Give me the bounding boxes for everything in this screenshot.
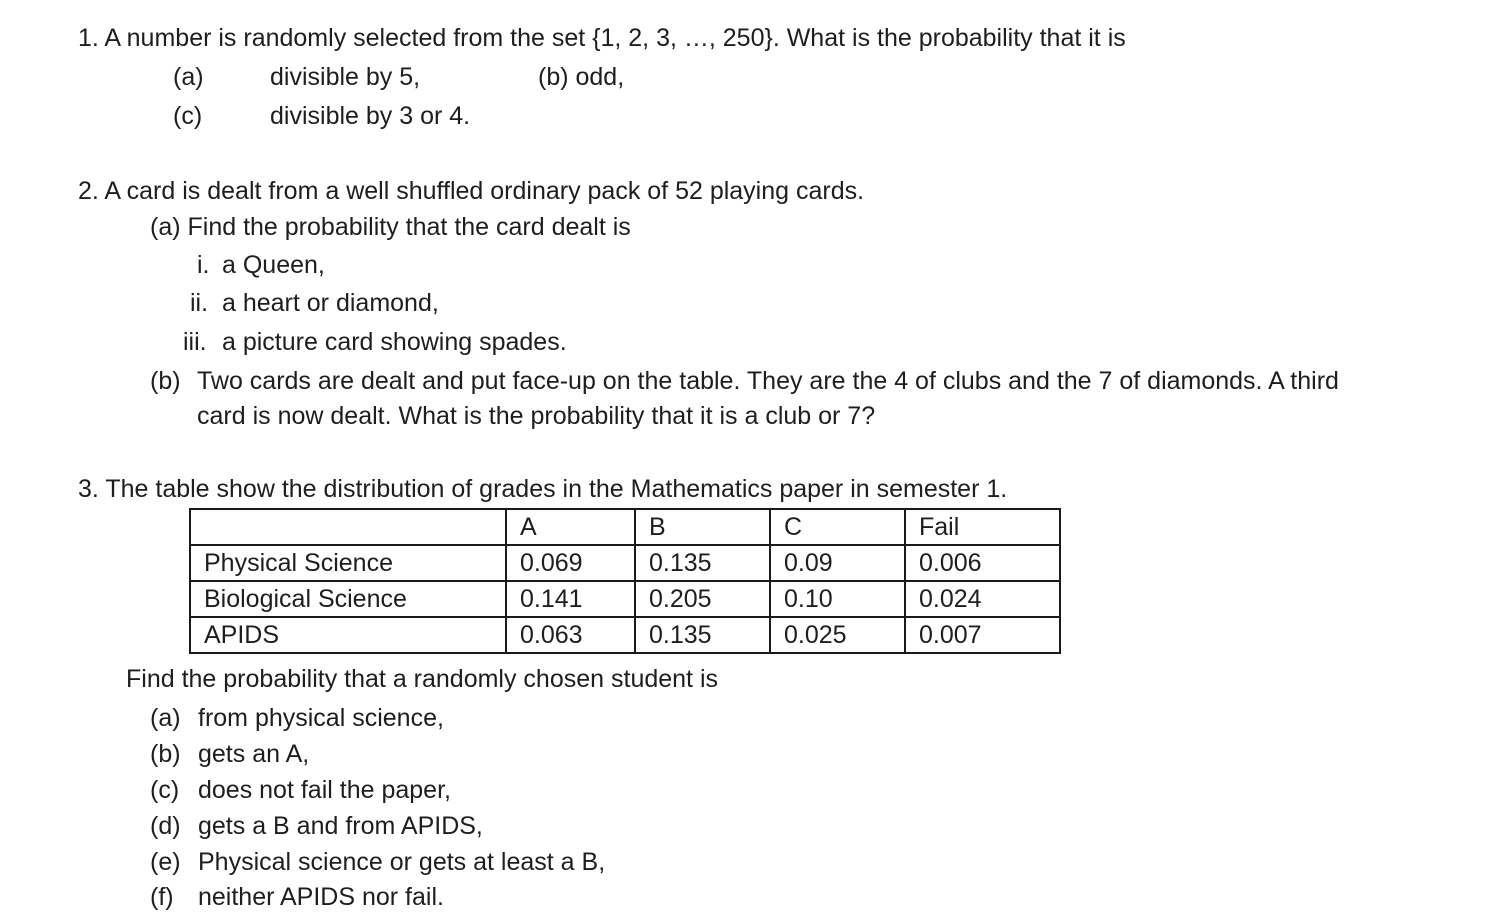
question-3-part-c-label: (c) <box>150 776 180 804</box>
table-header-row <box>190 509 1060 545</box>
question-3-part-b-label: (b) <box>150 740 181 768</box>
question-2-item-i-text: a Queen, <box>222 251 325 279</box>
question-3-part-a-label: (a) <box>150 704 181 732</box>
question-3-part-b-text: gets an A, <box>198 740 310 768</box>
table-header-cell <box>190 509 506 545</box>
question-3-part-c-text: does not fail the paper, <box>198 776 451 804</box>
table-row <box>190 617 1060 653</box>
question-3-part-d-text: gets a B and from APIDS, <box>198 812 483 840</box>
question-2-part-b-label: (b) <box>150 367 181 395</box>
question-2-stem: 2. A card is dealt from a well shuffled ordinary pack of 52 playing cards. <box>78 177 865 205</box>
question-2-item-i-label: i. <box>197 251 210 279</box>
table-row <box>190 581 1060 617</box>
table-cell: 0.10 <box>770 581 905 617</box>
grades-table <box>189 508 1061 654</box>
table-cell: 0.063 <box>506 617 635 653</box>
question-2-item-iii-label: iii. <box>183 328 207 356</box>
question-2-part-a-stem: (a) Find the probability that the card dealt is <box>150 213 631 241</box>
table-cell: 0.007 <box>905 617 1060 653</box>
table-cell: 0.135 <box>635 545 770 581</box>
table-cell: 0.09 <box>770 545 905 581</box>
question-1-part-c-text: divisible by 3 or 4. <box>270 102 471 130</box>
question-1-part-a-text: divisible by 5, <box>270 63 421 91</box>
question-3-part-f-text: neither APIDS nor fail. <box>198 883 444 911</box>
table-header-cell: Fail <box>905 509 1060 545</box>
table-row <box>190 545 1060 581</box>
table-header-cell: B <box>635 509 770 545</box>
question-2-part-b-line-2: card is now dealt. What is the probability that it is a club or 7? <box>197 402 876 430</box>
table-header-cell: C <box>770 509 905 545</box>
question-3-find: Find the probability that a randomly chosen student is <box>126 665 719 693</box>
question-1-part-b: (b) odd, <box>538 63 625 91</box>
question-2-part-b-line-1: Two cards are dealt and put face-up on the table. They are the 4 of clubs and the 7 of diamonds. A third <box>197 367 1339 395</box>
question-3-part-e-text: Physical science or gets at least a B, <box>198 848 606 876</box>
table-cell: Physical Science <box>190 545 506 581</box>
question-3-stem: 3. The table show the distribution of grades in the Mathematics paper in semester 1. <box>78 475 1008 503</box>
table-cell: 0.205 <box>635 581 770 617</box>
question-3-part-f-label: (f) <box>150 883 174 911</box>
table-header-cell: A <box>506 509 635 545</box>
table-cell: 0.025 <box>770 617 905 653</box>
question-3-part-d-label: (d) <box>150 812 181 840</box>
table-cell: 0.006 <box>905 545 1060 581</box>
question-1-part-a-label: (a) <box>173 63 204 91</box>
table-cell: 0.069 <box>506 545 635 581</box>
table-cell: Biological Science <box>190 581 506 617</box>
question-2-item-iii-text: a picture card showing spades. <box>222 328 567 356</box>
table-cell: 0.135 <box>635 617 770 653</box>
question-3-part-e-label: (e) <box>150 848 181 876</box>
question-1-stem: 1. A number is randomly selected from the set {1, 2, 3, …, 250}. What is the probability that it is <box>78 24 1126 52</box>
question-3-part-a-text: from physical science, <box>198 704 444 732</box>
question-1-part-c-label: (c) <box>173 102 203 130</box>
question-2-item-ii-label: ii. <box>190 289 209 317</box>
table-cell: 0.141 <box>506 581 635 617</box>
table-cell: APIDS <box>190 617 506 653</box>
question-2-item-ii-text: a heart or diamond, <box>222 289 439 317</box>
table-cell: 0.024 <box>905 581 1060 617</box>
